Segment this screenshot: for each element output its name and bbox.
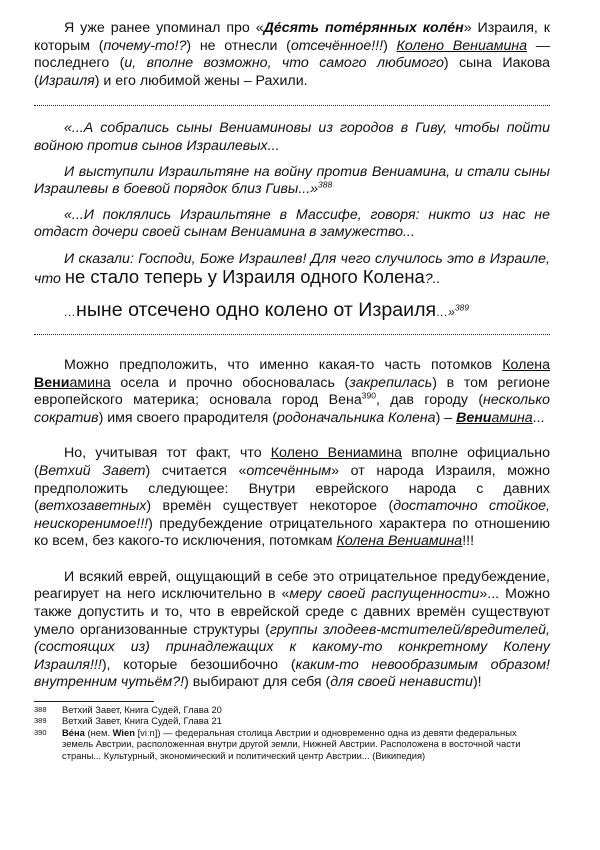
underlined-text: амина <box>69 374 111 391</box>
text: , дав городу ( <box>375 392 484 409</box>
text: ) сына Иакова ( <box>34 55 550 89</box>
emphasis-text: достаточно стойкое, неискоренимое!!! <box>34 498 551 532</box>
text: »... Можно также допустить и то, что в еврейской среде с давних времён существуют умело организованные структуры ( <box>34 586 551 638</box>
text: ) имя своего прародителя ( <box>98 409 278 426</box>
emphasis-text: Ветхий Завет <box>38 462 146 479</box>
emphasis-text: несколько сократив <box>34 392 551 426</box>
quote-line <box>34 250 550 288</box>
quote-line <box>34 164 550 199</box>
footnote-text <box>62 727 550 761</box>
text: И всякий еврей, ощущающий в себе это отрицательное предубеждение, реагирует на него исключительно в « <box>34 568 550 603</box>
paragraph <box>34 445 550 551</box>
emphasis-text: отсечённое!!! <box>290 37 384 54</box>
text: ) не отнесли ( <box>186 37 291 54</box>
footnote <box>34 727 550 761</box>
text: (нем. <box>84 726 113 738</box>
text: ) <box>383 37 397 54</box>
emphasis-text: Колено Вениамина <box>396 37 528 54</box>
quote-line: «...И поклялись Израильтяне в Массифе, говоря: никто из нас не отдаст дочери своей сынам Вениамина в замужество... <box>34 206 550 241</box>
text: И сказали: Господи, Боже Израилев! Для чего случилось это в Израиле, что <box>34 250 550 287</box>
text: ), которые безошибочно ( <box>101 656 296 673</box>
emphasis-text: каким-то невообразимым образом! внутренним чутьём?! <box>34 656 550 691</box>
footnote-text: Ветхий Завет, Книга Судей, Глава 21 <box>62 715 222 727</box>
emphasis-text: не стало теперь у Израиля одного Колена <box>64 265 425 287</box>
text: И выступили Израильтяне на войну против Вениамина, и стали сыны Израилевы в боевой порядок близ Гивы...» <box>34 163 550 198</box>
footnote-separator <box>34 701 154 702</box>
emphasis-text: и, вполне возможно, что самого любимого <box>124 55 444 72</box>
document-page <box>34 16 550 761</box>
text: Я уже ранее упоминал про « <box>64 20 264 36</box>
bold-text: Wien <box>112 726 135 738</box>
text: Можно предположить, что именно какая-то часть потомков <box>64 356 503 373</box>
bold-text: Вени <box>456 409 492 426</box>
text: ) и его любимой жены – Рахили. <box>94 72 308 89</box>
text: ?.. <box>424 270 441 287</box>
emphasis-text: меру своей распущенности <box>289 586 480 603</box>
emphasis-text: закрепилась <box>349 374 433 391</box>
text: » Израиля, к которым ( <box>34 20 550 54</box>
text: [viːn]) — федеральная столица Австрии и одновременно одна из девяти федеральных земель Австрии, расположенная внутри другой земли, Нижней Австрии. Расположена в восточной части страны... Культурный, экономический и политический центр Австрии... (Википедия) <box>62 726 521 761</box>
footnote-number: 390 <box>34 727 47 737</box>
emphasis-text: отсечённым <box>246 462 332 479</box>
paragraph-intro <box>34 20 550 90</box>
dotted-separator <box>34 104 550 106</box>
emphasis-text: амина <box>491 409 533 426</box>
underlined-text: Колено Вениамина <box>270 445 403 462</box>
text: ) предубеждение отрицательного характера по отношению ко всем, без какого-то исключения, потомкам <box>34 515 550 550</box>
text: ... <box>532 409 545 426</box>
text: — последнего ( <box>34 37 550 72</box>
emphasis-text: ныне отсечено одно колено от Израиля <box>76 298 437 321</box>
text: осела и прочно обосновалась ( <box>110 374 350 391</box>
emphasis-text: почему-то!? <box>103 37 187 54</box>
dotted-separator <box>34 333 550 335</box>
text: вполне официально ( <box>34 445 550 479</box>
quote-line <box>34 299 550 323</box>
emphasis-text: Колена Вениамина <box>336 533 463 550</box>
text: ) в том регионе европейского материка; основала город Вена <box>34 374 550 409</box>
footnote <box>34 715 550 726</box>
text: Но, учитывая тот факт, что <box>64 445 271 462</box>
text: ) считается « <box>145 462 247 479</box>
emphasis-text: Израиля <box>38 72 95 89</box>
text: …» <box>436 304 455 319</box>
paragraph <box>34 569 550 692</box>
footnote-text: Ветхий Завет, Книга Судей, Глава 20 <box>62 704 222 716</box>
bold-text: Вени <box>34 374 70 391</box>
footnote-ref[interactable]: 388 <box>318 179 333 190</box>
emphasis-text: ветхозаветных <box>38 498 147 515</box>
footnote-number: 389 <box>34 716 47 726</box>
text: !!! <box>462 533 475 550</box>
text: ) – <box>435 409 457 426</box>
footnote <box>34 704 550 715</box>
paragraph <box>34 357 550 427</box>
underlined-text: Колена <box>502 356 550 373</box>
text: ) выбирают для себя ( <box>184 674 331 691</box>
text: » от народа Израиля, можно предположить следующее: Внутри еврейского народа с давних ( <box>34 462 551 515</box>
footnotes <box>34 704 550 761</box>
quote-line: «...А собрались сыны Вениаминовы из городов в Гиву, чтобы пойти войною против сынов Израилевых... <box>34 120 550 154</box>
emphasis-text: Де́сять поте́рянных коле́н <box>263 20 464 36</box>
footnote-ref[interactable]: 389 <box>454 302 470 313</box>
emphasis-text: группы злодеев-мстителей/вредителей, (состоящих из) принадлежащих к какому-то конкретному Колену Израиля!!! <box>34 621 550 673</box>
text: ) времён существует некоторое ( <box>146 498 394 515</box>
text: )! <box>472 674 482 691</box>
footnote-ref[interactable]: 390 <box>361 390 376 401</box>
bible-quote <box>34 120 550 323</box>
bold-text: Ве́на <box>62 726 85 738</box>
emphasis-text: родоначальника Колена <box>277 409 436 426</box>
footnote-number: 388 <box>34 705 47 715</box>
text: … <box>64 304 76 319</box>
emphasis-text: для своей ненависти <box>330 674 473 691</box>
